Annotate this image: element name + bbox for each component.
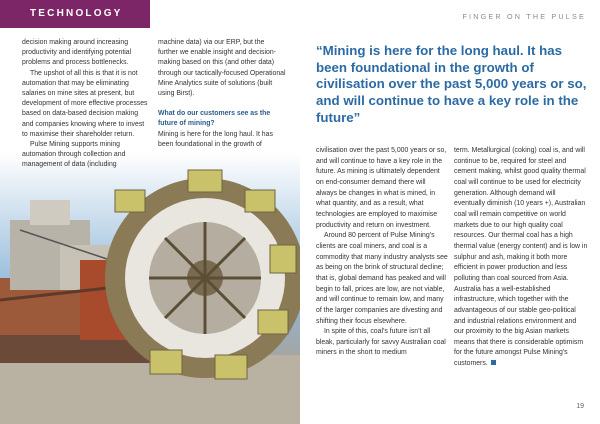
paragraph: In spite of this, coal’s future isn’t all bleak, particularly for savvy Australian coal miners in the short to medium [316, 328, 446, 357]
right-page [300, 0, 600, 424]
right-column-2 [454, 146, 588, 370]
paragraph: The upshot of all this is that it is not automation that may be eliminating salaries on mine sites at present, but development of more effective processes based on data-based decision making and companies knowing where to invest to maximise their shareholder return. [22, 69, 148, 138]
paragraph [454, 146, 588, 370]
right-column-1 [316, 146, 448, 359]
paragraph: Pulse Mining supports mining automation through collection and management of data (including [22, 141, 126, 169]
paragraph: machine data) via our ERP, but the further we enable insight and decision-making based on this (and other data) through our tactically-focused Operational Mine Analytics suite of solutions (built using Birst). [158, 39, 286, 98]
paragraph: Mining is here for the long haul. It has been foundational in the growth of [158, 130, 273, 148]
question-heading: What do our customers see as the future of mining? [158, 110, 271, 128]
page-number: 19 [576, 403, 584, 410]
paragraph: civilisation over the past 5,000 years or so, and will continue to have a key role in the future. As mining is ultimately dependent on end-consumer demand there will always be changes in what is mined, in what quantity, and as a result, what technologies are employed to maximise productivity and return on investment. [316, 147, 447, 229]
section-tag [0, 0, 150, 28]
paragraph-text: term. Metallurgical (coking) coal is, and will continue to be, required for steel and cement making, whilst good quality thermal coal will continue to be used for electricity generation. Although demand will eventually diminish (10 years +), Australian coal will remain competitive on world markets due to our high quality coal resources. Our thermal coal has a high thermal value (energy content) and is low in sulphur and ash, making it both more efficient in power production and less polluting than coal sourced from Asia. Australia has a well-established infrastructure, which together with the advantageous of our stable geo-political and industrial relations environment and our proximity to the big Asian markets means that there is considerable optimism for the future amongst Pulse Mining’s customers. [454, 147, 588, 368]
section-tag-label: TECHNOLOGY [30, 8, 123, 19]
running-head: FINGER ON THE PULSE [462, 12, 586, 21]
pull-quote: “Mining is here for the long haul. It has been foundational in the growth of civilisation over the past 5,000 years or so, and will continue to have a key role in the future” [316, 43, 587, 125]
paragraph: Around 80 percent of Pulse Mining’s clients are coal miners, and coal is a commodity that many industry analysts see as being on the brink of structural decline; that is, global demand has peaked and will begin to fall, prices are low, are not viable, and will continue to remain low, and many of the larger companies are divesting and shifting their focus elsewhere. [316, 232, 448, 325]
end-mark-icon [491, 360, 496, 365]
left-column-1 [22, 38, 148, 171]
left-column-2 [158, 38, 286, 150]
paragraph: decision making around increasing productivity and identifying potential problems and process bottlenecks. [22, 39, 132, 67]
bucket-wheel-excavator-photo [0, 150, 300, 424]
